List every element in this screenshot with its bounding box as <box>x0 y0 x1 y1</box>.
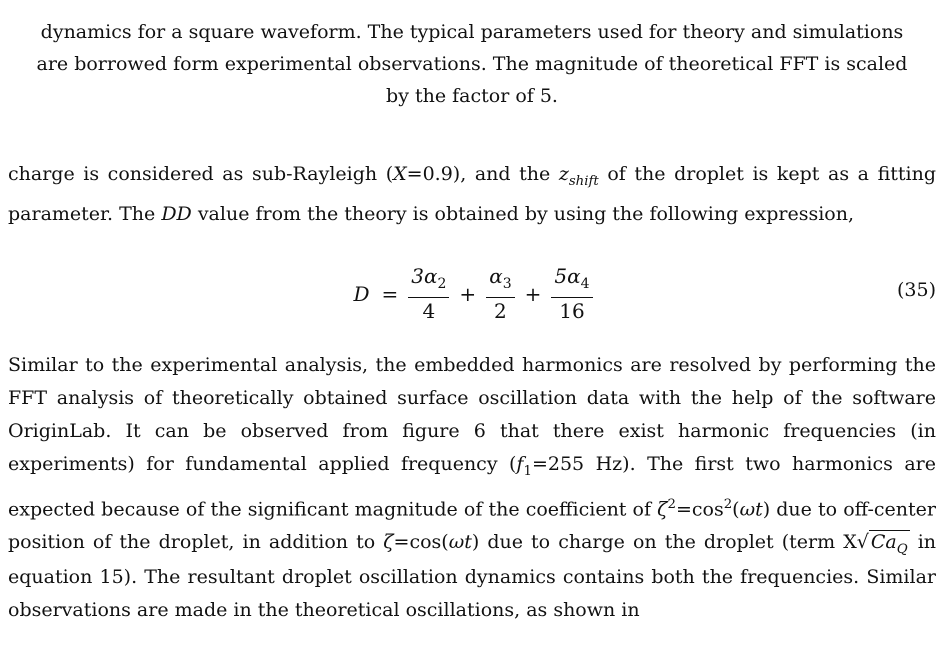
math-superscript: 2 <box>723 496 733 512</box>
numerator: 3α <box>411 264 438 288</box>
math-var: z <box>558 163 569 185</box>
text-run: charge is considered as sub-Rayleigh ( <box>8 163 394 185</box>
equation-body <box>8 263 936 324</box>
fraction-term-1 <box>408 263 449 324</box>
math-subscript: shift <box>568 173 599 189</box>
math-var: ωt <box>739 498 763 521</box>
math-subscript: 1 <box>523 463 532 479</box>
caption-line: are borrowed form experimental observations. The magnitude of theoretical FFT is scaled <box>36 53 908 75</box>
math-var: ζ <box>657 498 668 521</box>
equation-number: (35) <box>896 279 936 301</box>
math-subscript: Q <box>896 541 908 557</box>
fraction-term-2 <box>486 263 514 324</box>
figure-caption <box>8 16 936 112</box>
sqrt-expression: √ $Ca_Q$ <box>857 531 910 553</box>
plus-sign: + <box>459 281 477 306</box>
plus-sign: + <box>524 281 542 306</box>
caption-line: dynamics for a square waveform. The typical parameters used for theory and simulations <box>40 21 904 43</box>
fraction-term-3 <box>551 263 592 324</box>
math-var: Ca <box>870 531 897 554</box>
math-var: ωt <box>448 531 472 554</box>
caption-line: by the factor of 5. <box>386 85 558 107</box>
text-run: ( <box>732 498 740 521</box>
denominator: 4 <box>422 299 436 323</box>
math-superscript: 2 <box>667 496 676 512</box>
numerator: α <box>489 264 503 288</box>
paragraph-harmonics <box>8 349 936 627</box>
math-var: DD <box>161 202 192 225</box>
equation-35 <box>8 263 936 323</box>
text-run: =cos <box>675 498 724 521</box>
denominator: 16 <box>559 299 585 323</box>
math-var: ζ <box>383 531 394 554</box>
text-run: =255 Hz). The first two harmonics are expected because of the significant magnitude of the coefficient of <box>8 453 936 521</box>
text-run: Similar to the experimental analysis, the embedded harmonics are resolved by performing the FFT analysis of theoretically obtained surface oscillation data with the help of the software OriginLab. It can be observed from figure 6 that there exist harmonic frequencies (in experiments) for fundamental applied frequency ( <box>8 354 936 475</box>
paragraph-sub-rayleigh <box>8 158 936 231</box>
equals-sign: = <box>381 281 399 306</box>
text-run: =0.9), and the <box>406 163 559 185</box>
text-run: ) due to charge on the droplet (term X <box>471 531 857 554</box>
text-run: in equation 15). The resultant droplet oscillation dynamics contains both the frequencies. Similar observations are made in the theoretical oscillations, as shown in <box>8 531 937 621</box>
math-var: D <box>353 281 370 306</box>
text-run: =cos( <box>393 531 449 554</box>
denominator: 2 <box>494 299 507 323</box>
subscript: 3 <box>502 276 512 292</box>
text-run: of the droplet is kept as a fitting <box>598 163 936 185</box>
text-run: ) due to off-center position of the droplet, in addition to <box>8 498 936 554</box>
text-run: value from the theory is obtained by using the following expression, <box>191 202 855 225</box>
math-var: X <box>393 163 407 185</box>
subscript: 2 <box>437 276 447 292</box>
numerator: 5α <box>554 264 581 288</box>
text-run: parameter. The <box>8 202 162 225</box>
subscript: 4 <box>580 276 590 292</box>
math-var: f <box>516 453 524 475</box>
